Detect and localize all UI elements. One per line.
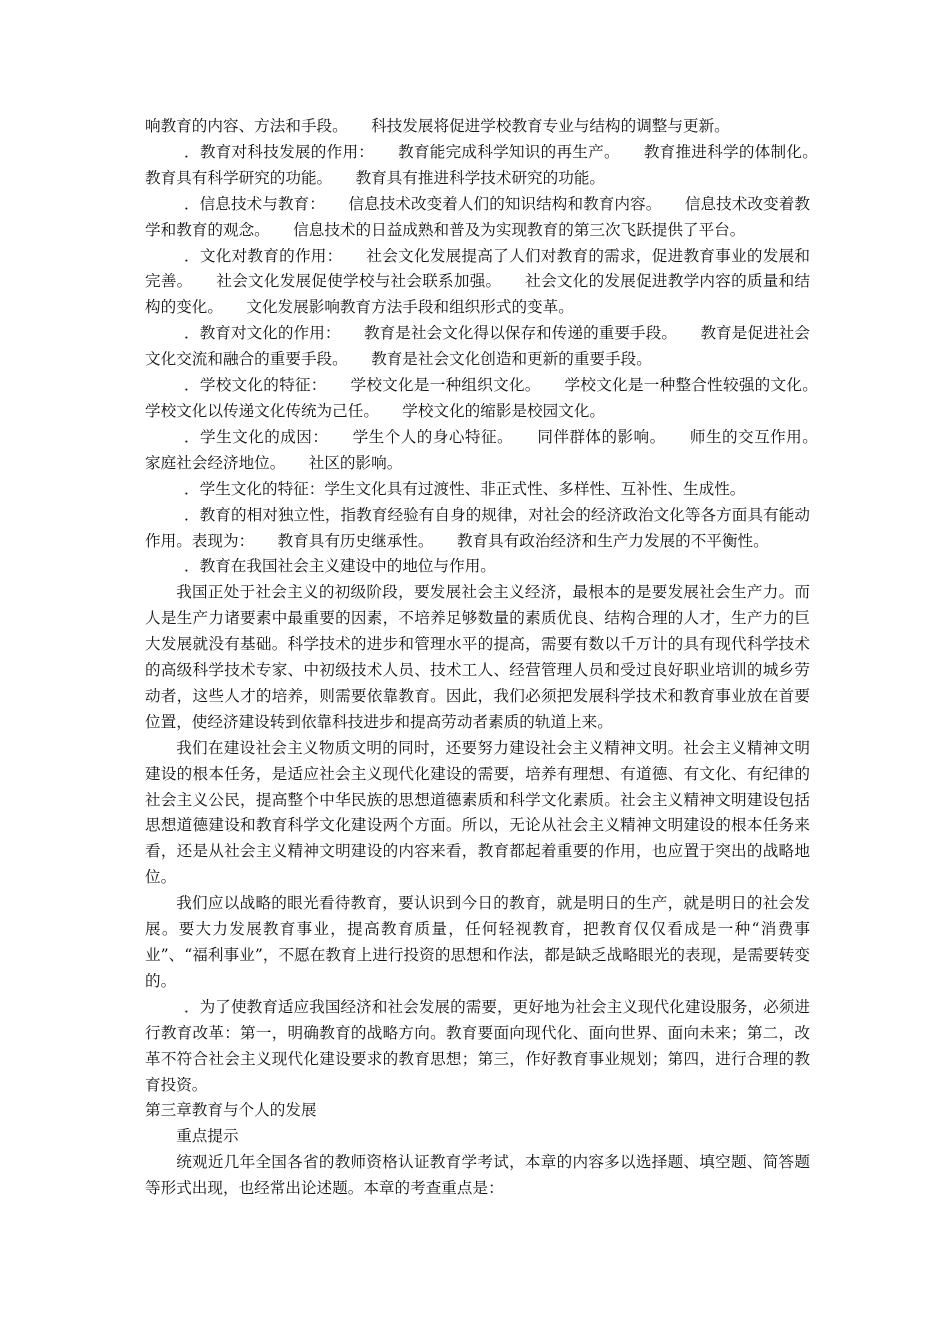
paragraph-5: ．教育对文化的作用： 教育是社会文化得以保存和传递的重要手段。 教育是促进社会文化交流和融合的重要手段。 教育是社会文化创造和更新的重要手段。: [145, 324, 810, 369]
paragraph-17: 统观近几年全国各省的教师资格认证教育学考试，本章的内容多以选择题、填空题、简答题等形式出现，也经常出论述题。本章的考查重点是：: [145, 1153, 810, 1198]
paragraph-3: ．信息技术与教育： 信息技术改变着人们的知识结构和教育内容。 信息技术改变着教学和教育的观念。 信息技术的日益成熟和普及为实现教育的第三次飞跃提供了平台。: [145, 194, 810, 239]
paragraph-2: ．教育对科技发展的作用： 教育能完成科学知识的再生产。 教育推进科学的体制化。 教育具有科学研究的功能。 教育具有推进科学技术研究的功能。: [145, 142, 842, 187]
paragraph-14: ．为了使教育适应我国经济和社会发展的需要，更好地为社会主义现代化建设服务，必须进行教育改革：第一，明确教育的战略方向。教育要面向现代化、面向世界、面向未来；第二，改革不符合社会主义现代化建设要求的教育思想；第三，作好教育事业规划；第四，进行合理的教育投资。: [145, 997, 810, 1094]
document-page: [145, 114, 842, 1202]
paragraph-9: ．教育的相对独立性，指教育经验有自身的规律，对社会的经济政治文化等各方面具有能动作用。表现为： 教育具有历史继承性。 教育具有政治经济和生产力发展的不平衡性。: [145, 505, 810, 550]
chapter-heading: 第三章教育与个人的发展: [145, 1101, 317, 1120]
paragraph-8: ．学生文化的特征：学生文化具有过渡性、非正式性、多样性、互补性、生成性。: [184, 479, 746, 498]
paragraph-4: ．文化对教育的作用： 社会文化发展提高了人们对教育的需求，促进教育事业的发展和完善。 社会文化发展促使学校与社会联系加强。 社会文化的发展促进教学内容的质量和结构的变化。 文化发展影响教育方法手段和组织形式的变革。: [145, 246, 810, 317]
paragraph-7: ．学生文化的成因： 学生个人的身心特征。 同伴群体的影响。 师生的交互作用。 家庭社会经济地位。 社区的影响。: [145, 427, 842, 472]
paragraph-10: ．教育在我国社会主义建设中的地位与作用。: [184, 557, 496, 576]
section-heading: 重点提示: [176, 1127, 239, 1146]
paragraph-6: ．学校文化的特征： 学校文化是一种组织文化。 学校文化是一种整合性较强的文化。 学校文化以传递文化传统为己任。 学校文化的缩影是校园文化。: [145, 376, 842, 420]
paragraph-11: 我国正处于社会主义的初级阶段，要发展社会主义经济，最根本的是要发展社会生产力。而人是生产力诸要素中最重要的因素，不培养足够数量的素质优良、结构合理的人才，生产力的巨大发展就没有基础。科学技术的进步和管理水平的提高，需要有数以千万计的具有现代科学技术的高级科学技术专家、中初级技术人员、技术工人、经营管理人员和受过良好职业培训的城乡劳动者，这些人才的培养，则需要依靠教育。因此，我们必须把发展科学技术和教育事业放在首要位置，使经济建设转到依靠科技进步和提高劳动者素质的轨道上来。: [145, 583, 810, 731]
paragraph-1: 响教育的内容、方法和手段。 科技发展将促进学校教育专业与结构的调整与更新。: [145, 117, 730, 135]
paragraph-13: 我们应以战略的眼光看待教育，要认识到今日的教育，就是明日的生产，就是明日的社会发展。要大力发展教育事业，提高教育质量，任何轻视教育，把教育仅仅看成是一种“消费事业”、“福利事业”，不愿在教育上进行投资的思想和作法，都是缺乏战略眼光的表现，是需要转变的。: [145, 894, 810, 990]
paragraph-12: 我们在建设社会主义物质文明的同时，还要努力建设社会主义精神文明。社会主义精神文明建设的根本任务，是适应社会主义现代化建设的需要，培养有理想、有道德、有文化、有纪律的社会主义公民，提高整个中华民族的思想道德素质和科学文化素质。社会主义精神文明建设包括思想道德建设和教育科学文化建设两个方面。所以，无论从社会主义精神文明建设的根本任务来看，还是从社会主义精神文明建设的内容来看，教育都起着重要的作用，也应置于突出的战略地位。: [145, 738, 810, 887]
